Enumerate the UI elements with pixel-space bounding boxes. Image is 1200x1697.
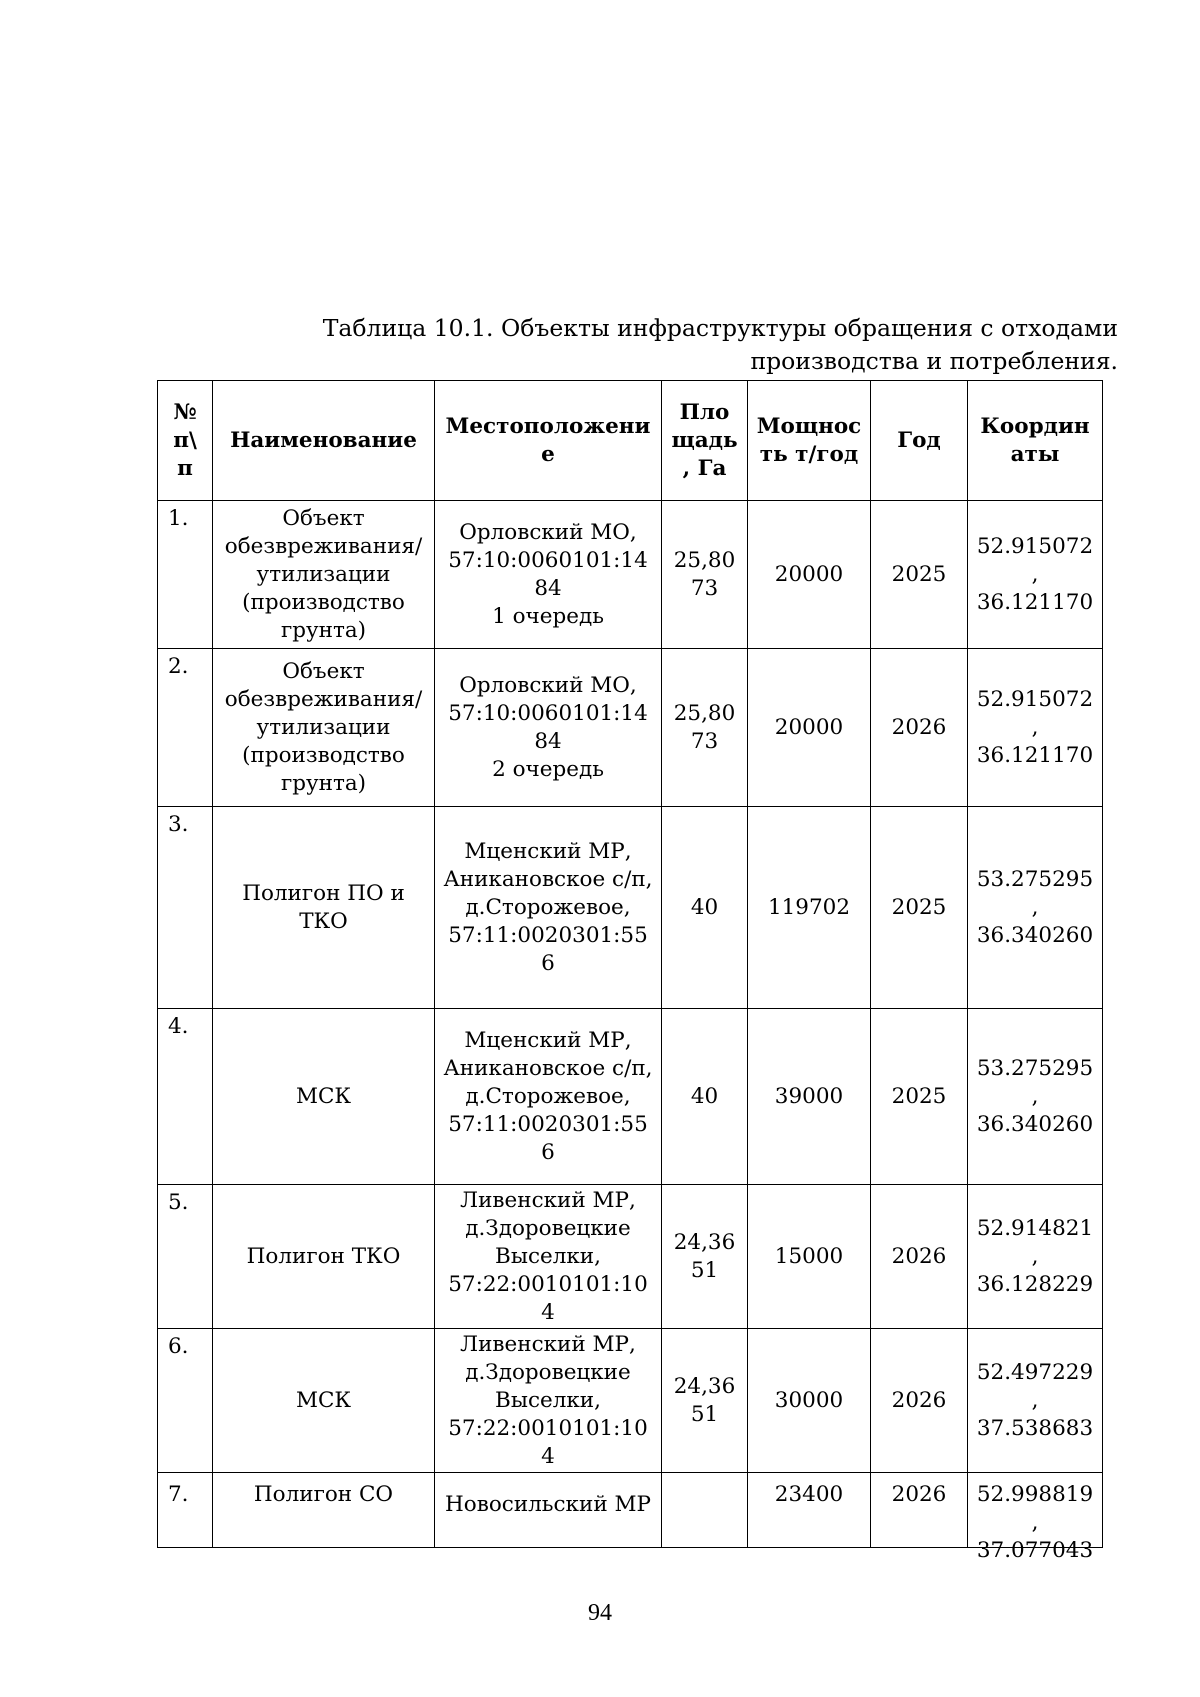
table-cell-coords: 52.914821 , 36.128229 xyxy=(968,1185,1103,1329)
header-cell: Мощнос ть т/год xyxy=(748,381,871,501)
table-cell-name: МСК xyxy=(213,1009,435,1185)
table-cell-area: 24,36 51 xyxy=(662,1329,748,1473)
caption-line-2: производства и потребления. xyxy=(750,347,1118,375)
table-cell-capacity: 20000 xyxy=(748,501,871,649)
table-cell-num: 3. xyxy=(158,807,213,1009)
table-cell-name: МСК xyxy=(213,1329,435,1473)
header-cell: Местоположение xyxy=(435,381,662,501)
table-cell-area: 40 xyxy=(662,807,748,1009)
table-header-row xyxy=(158,381,1103,501)
table-cell-num: 7. xyxy=(158,1473,213,1548)
table-cell-area: 24,36 51 xyxy=(662,1185,748,1329)
table-cell-area: 25,80 73 xyxy=(662,501,748,649)
table-row xyxy=(158,1009,1103,1185)
table-cell-year: 2026 xyxy=(871,1473,968,1548)
table-cell-location: Ливенский МР, д.Здоровецкие Выселки, 57:22:0010101:10 4 xyxy=(435,1185,662,1329)
table-cell-area: 25,80 73 xyxy=(662,649,748,807)
table-cell-coords: 53.275295 , 36.340260 xyxy=(968,807,1103,1009)
table-cell-name: Объект обезвреживания/ утилизации (производство грунта) xyxy=(213,649,435,807)
table-caption xyxy=(258,312,1118,378)
table-cell-capacity: 39000 xyxy=(748,1009,871,1185)
table-cell-capacity: 23400 xyxy=(748,1473,871,1548)
waste-infrastructure-table xyxy=(157,380,1103,1563)
table-cell-capacity: 30000 xyxy=(748,1329,871,1473)
table-cell-name: Полигон ТКО xyxy=(213,1185,435,1329)
table-cell-name: Объект обезвреживания/ утилизации (производство грунта) xyxy=(213,501,435,649)
table-row xyxy=(158,1329,1103,1473)
table-cell-num: 6. xyxy=(158,1329,213,1473)
caption-line-1: Таблица 10.1. Объекты инфраструктуры обращения с отходами xyxy=(322,314,1118,342)
table-cell-name: Полигон СО xyxy=(213,1473,435,1548)
table-cell-year: 2026 xyxy=(871,1185,968,1329)
table-cell-capacity: 119702 xyxy=(748,807,871,1009)
table-cell-location: Мценский МР, Аникановское с/п, д.Сторожевое, 57:11:0020301:55 6 xyxy=(435,807,662,1009)
table-cell-location: Мценский МР, Аникановское с/п, д.Сторожевое, 57:11:0020301:55 6 xyxy=(435,1009,662,1185)
table-cell-location: Новосильский МР xyxy=(435,1473,662,1548)
page-number: 94 xyxy=(588,1600,612,1626)
table-body xyxy=(158,501,1103,1563)
table-cell-coords: 52.915072 , 36.121170 xyxy=(968,501,1103,649)
header-cell: Координ аты xyxy=(968,381,1103,501)
table-cell-location: Орловский МО, 57:10:0060101:14 84 2 очередь xyxy=(435,649,662,807)
header-cell: Пло щадь , Га xyxy=(662,381,748,501)
table-cell-year: 2025 xyxy=(871,1009,968,1185)
table-cell-area xyxy=(662,1473,748,1548)
table-cell-capacity: 20000 xyxy=(748,649,871,807)
table-cell-location: Орловский МО, 57:10:0060101:14 84 1 очередь xyxy=(435,501,662,649)
table-cell-area: 40 xyxy=(662,1009,748,1185)
table-cell-year: 2025 xyxy=(871,807,968,1009)
table-cell-coords: 52.998819 , 37.077043 xyxy=(968,1473,1103,1548)
table-cell-coords: 52.915072 , 36.121170 xyxy=(968,649,1103,807)
table-row xyxy=(158,501,1103,649)
header-cell: Год xyxy=(871,381,968,501)
table-cell-name: Полигон ПО и ТКО xyxy=(213,807,435,1009)
table-cell-year: 2025 xyxy=(871,501,968,649)
table-row xyxy=(158,1473,1103,1548)
table-row xyxy=(158,1185,1103,1329)
table-cell-num: 1. xyxy=(158,501,213,649)
table-cell-num: 5. xyxy=(158,1185,213,1329)
table-row xyxy=(158,807,1103,1009)
header-cell: № п\ п xyxy=(158,381,213,501)
table-cell-coords: 53.275295 , 36.340260 xyxy=(968,1009,1103,1185)
table-cell-year: 2026 xyxy=(871,1329,968,1473)
table-cell-location: Ливенский МР, д.Здоровецкие Выселки, 57:22:0010101:10 4 xyxy=(435,1329,662,1473)
table-cell-coords: 52.497229 , 37.538683 xyxy=(968,1329,1103,1473)
table-row xyxy=(158,649,1103,807)
table-cell-num: 2. xyxy=(158,649,213,807)
table-cell-year: 2026 xyxy=(871,649,968,807)
table-cell-capacity: 15000 xyxy=(748,1185,871,1329)
header-cell: Наименование xyxy=(213,381,435,501)
table-cell-num: 4. xyxy=(158,1009,213,1185)
